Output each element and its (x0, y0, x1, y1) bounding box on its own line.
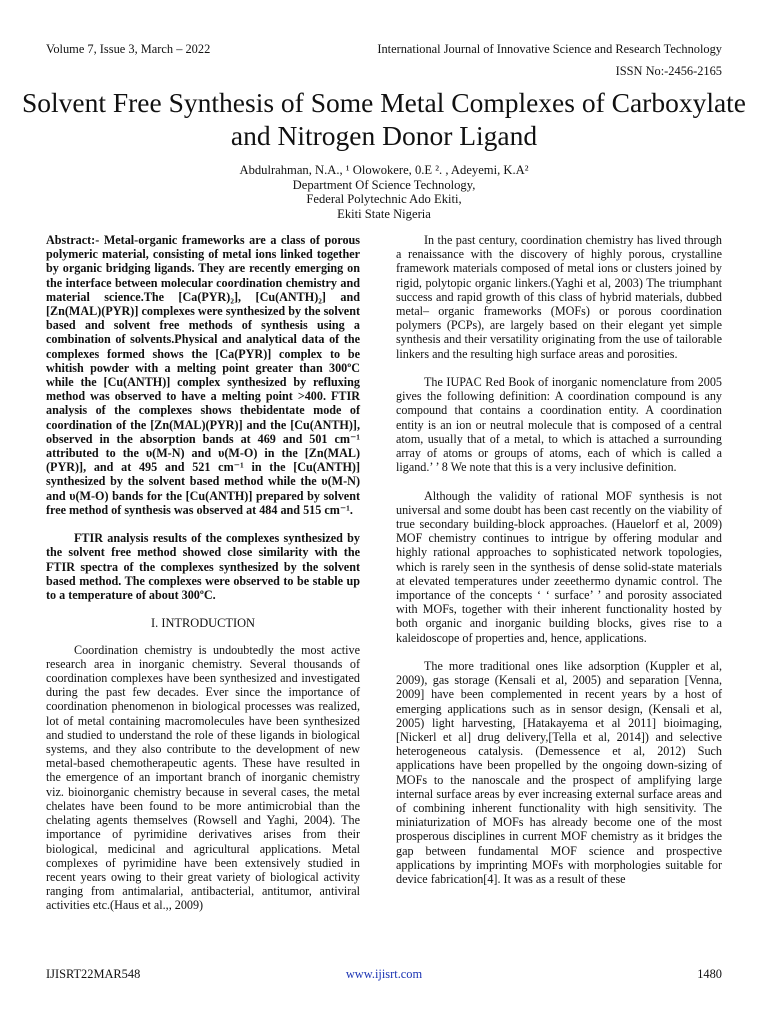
journal-volume: Volume 7, Issue 3, March – 2022 (46, 42, 211, 56)
issn: ISSN No:-2456-2165 (615, 64, 722, 78)
section-heading-introduction: I. INTRODUCTION (151, 616, 255, 631)
journal-name: International Journal of Innovative Science and Research Technology (377, 42, 722, 56)
author-institution: Federal Polytechnic Ado Ekiti, (306, 192, 462, 206)
author-department: Department Of Science Technology, (292, 177, 476, 192)
footer-page-number: 1480 (697, 967, 722, 981)
body-paragraph-4: The more traditional ones like adsorption (Kuppler et al, 2009), gas storage (Kensali et al, 2005) and separation [Venna, 2009] have been complemented in recent years by a host of emerging applications such as in sensor design, (Kensali et al, 2005) light harvesting, [Hatakayema et al 2011] bioimaging, [Nickerl et al] drug delivery,[Tella et al, 2014]) and selective heterogeneous catalysis. (Demessence et al, 2012) Such applications have been propelled by the ongoing down-sizing of MOFs to the nanoscale and the prospect of amplifying large internal surface areas by ever increasing external surface areas and of combining inherent functionality with high sensitivity. The miniaturization of MOFs has already become one of the most prosperous disciplines in current MOF chemistry as it bridges the gap between fundamental MOF science and prospective applications by imprinting MOFs with morphologies suitable for device fabrication[4]. It was as a result of these (396, 659, 722, 887)
left-column (46, 233, 360, 927)
abstract-paragraph: Abstract:- Metal-organic frameworks are a class of porous polymeric material, consisting of metal ions linked together by organic bridging ligands. They are recently emerging on the interface between molecular coordination chemistry and material science.The [Ca(PYR)₂], [Cu(ANTH)₂] and [Zn(MAL)(PYR)] complexes were synthesized by the solvent based and solvent free methods of synthesis using a combination of solvents.Physical and analytical data of the complexes formed shows the [Ca(PYR)] complex to be whitish powder with a melting point greater than 300ºC while the [Cu(ANTH)] complex synthesized by refluxing method was observed to have a melting point >400. FTIR analysis of the complexes shows thebidentate mode of coordination of the [Zn(MAL)(PYR)] and the [Cu(ANTH)], observed in the absorption bands at 469 and 501 cm⁻¹ attributed to the υ(M-N) and υ(M-O) in the [Zn(MAL)(PYR)], and at 495 and 521 cm⁻¹ in the [Cu(ANTH)] synthesized by the solvent based method while the υ(M-N) and υ(M-O) bands for the [Cu(ANTH)] prepared by solvent free method of synthesis was observed at 484 and 515 cm⁻¹. (46, 233, 360, 517)
body-paragraph-1: In the past century, coordination chemistry has lived through a renaissance with the discovery of highly porous, crystalline framework materials composed of metal ions or clusters joined by rigid, polytopic organic linkers.(Yaghi et al, 2003) The triumphant success and rapid growth of this class of hybrid materials, dubbed metal– organic frameworks (MOFs) or porous coordination polymers (PCPs), are largely based on their elegant yet simple synthesis and their versatility originating from the use of tailorable linkers and the resulting high surface areas and porosities. (396, 233, 722, 361)
author-block (0, 163, 768, 221)
intro-paragraph: Coordination chemistry is undoubtedly the most active research area in inorganic chemistry. Several thousands of coordination complexes have been synthesized and investigated during the past few decades. Ever since the importance of coordination phenomenon in biological processes was realized, lot of metal containing macromolecules have been synthesized and studied to understand the role of these ligands in biological systems, and they also contribute to the development of new metal-based chemotherapeutic agents. These have resulted in the emergence of an important branch of inorganic chemistry viz. bioinorganic chemistry because in several cases, the metal chelates have been found to be more antimicrobial than the chelating agents themselves (Rowsell and Yaghi, 2004). The importance of pyrimidine derivatives arises from their biological, medicinal and agricultural applications. Metal complexes of pyrimidine have been extensively studied in recent years owing to their great variety of biological activity ranging from antimalarial, antibacterial, antitumor, antiviral activities etc.(Haus et al.,, 2009) (46, 642, 360, 913)
paper-title: Solvent Free Synthesis of Some Metal Complexes of Carboxylate and Nitrogen Donor Ligand (21, 87, 747, 151)
author-names: Abdulrahman, N.A., ¹ Olowokere, 0.E ². , Adeyemi, K.A² (239, 163, 529, 177)
abstract-paragraph-2: FTIR analysis results of the complexes synthesized by the solvent free method showed close similarity with the FTIR spectra of the complexes synthesized by the solvent based method. The complexes were observed to be stable up to a temperature of about 300ºC. (46, 531, 360, 603)
right-column (396, 233, 722, 900)
footer-website-link[interactable]: www.ijisrt.com (345, 967, 423, 981)
body-paragraph-3: Although the validity of rational MOF synthesis is not universal and some doubt has been cast recently on the viability of true secondary building-block approaches. (Hauelorf et al, 2009) MOF chemistry continues to intrigue by offering modular and highly rational approaches to sophisticated network topologies, which is rarely seen in the synthesis of dense solid-state materials at elevated temperatures under zeeethermo dynamic control. The importance of the concepts ‘ ‘ surface’ ’ and porosity associated with MOFs, together with their inherent functionality hosted by both organic and inorganic building blocks, gives rise to a kaleidoscope of properties and, hence, applications. (396, 488, 722, 645)
footer-paper-id: IJISRT22MAR548 (46, 967, 141, 981)
author-location: Ekiti State Nigeria (337, 206, 431, 221)
body-paragraph-2: The IUPAC Red Book of inorganic nomenclature from 2005 gives the following definition: A coordination compound is any compound that contains a coordination entity. A coordination entity is an ion or neutral molecule that is composed of a central atom, usually that of a metal, to which is attached a surrounding array of atoms or groups of atoms, each of which is called a ligand.’ ’ 8 We note that this is a very inclusive definition. (396, 375, 722, 475)
